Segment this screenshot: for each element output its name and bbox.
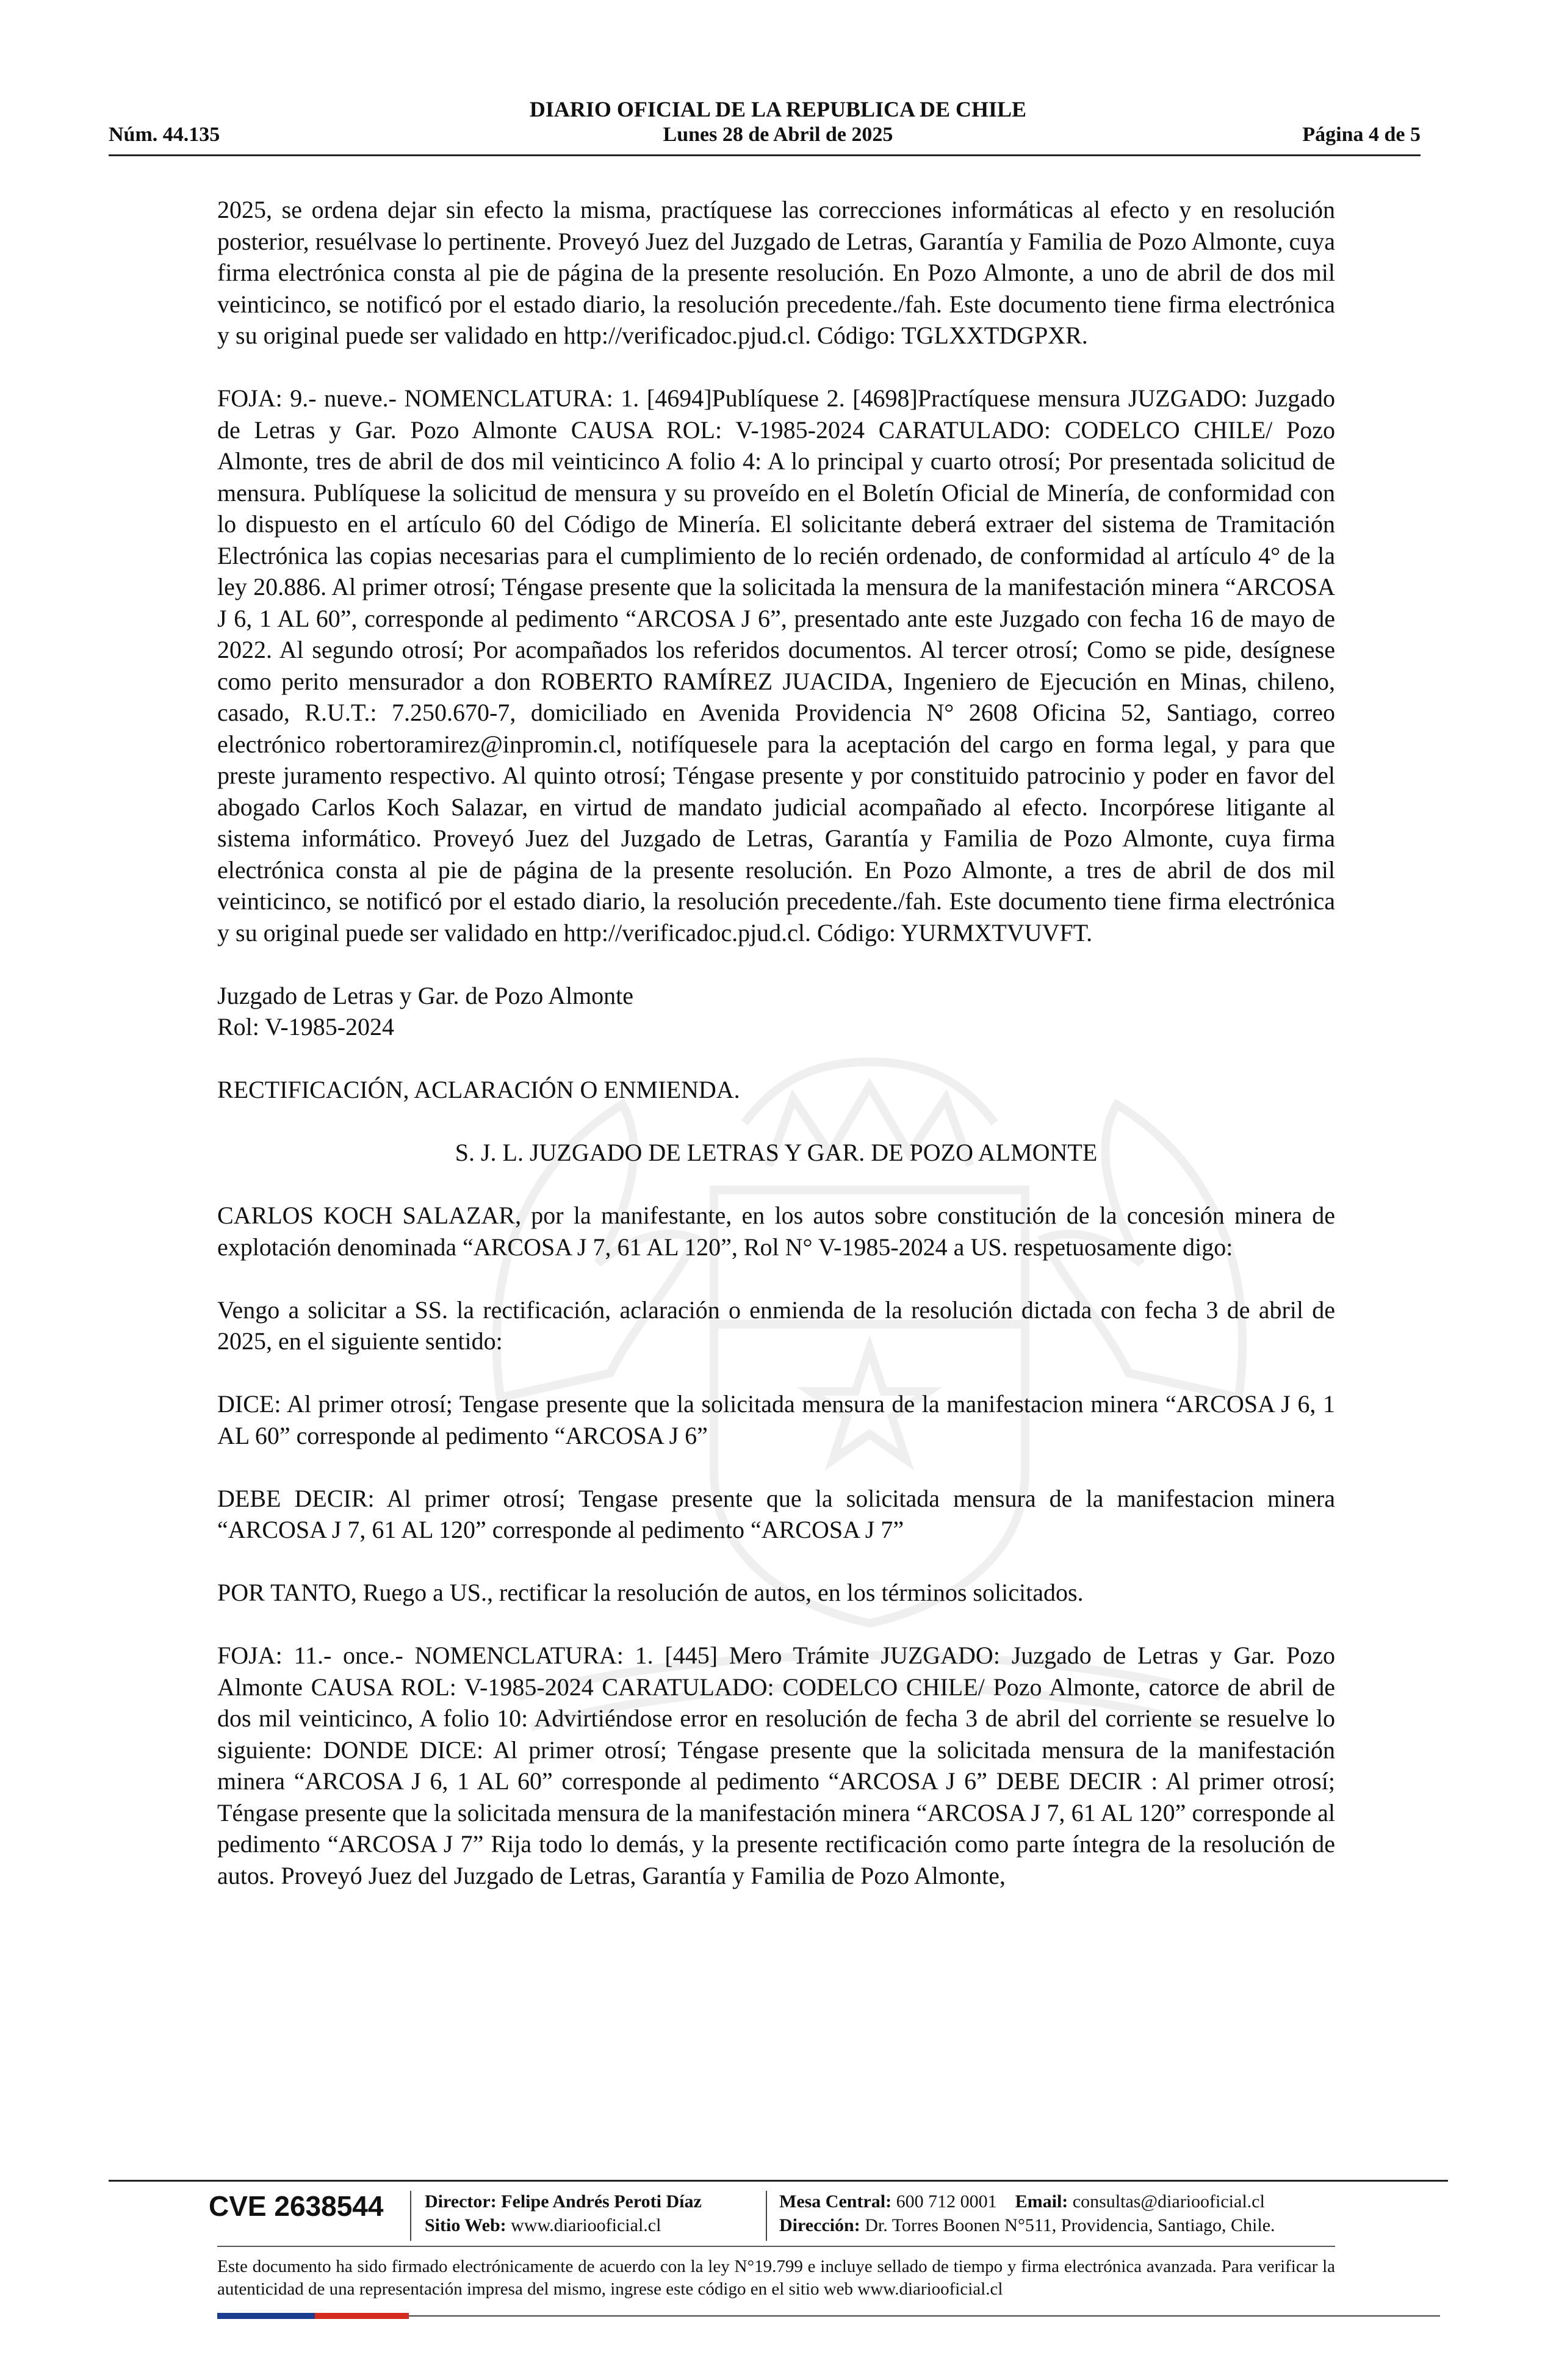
footer-contact-block [779, 2190, 1275, 2237]
director-name: Felipe Andrés Peroti Díaz [501, 2191, 702, 2212]
paragraph-debe-decir: DEBE DECIR: Al primer otrosí; Tengase presente que la solicitada mensura de la manifestacion minera “ARCOSA J 7, 61 AL 120” corresponde al pedimento “ARCOSA J 7” [217, 1484, 1335, 1543]
address-label: Dirección: [779, 2215, 860, 2235]
footer-separator [766, 2191, 767, 2241]
newspaper-title: DIARIO OFICIAL DE LA REPUBLICA DE CHILE [529, 97, 1027, 121]
paragraph-court [217, 980, 1335, 1043]
paragraph-petitioner: CARLOS KOCH SALAZAR, por la manifestante, en los autos sobre constitución de la concesión minera de explotación denominada “ARCOSA J 7, 61 AL 120”, Rol N° V-1985-2024 a US. respetuosamente digo: [217, 1202, 1335, 1261]
paragraph-foja-11: FOJA: 11.- once.- NOMENCLATURA: 1. [445] Mero Trámite JUZGADO: Juzgado de Letras y Gar. Pozo Almonte CAUSA ROL: V-1985-2024 CARATULADO: CODELCO CHILE/ Pozo Almonte, catorce de abril de dos mil veinticinco, A folio 10: Advirtiéndose error en resolución de fecha 3 de abril del corriente se resuelve lo siguiente: DONDE DICE: Al primer otrosí; Téngase presente que la solicitada mensura de la manifestación minera “ARCOSA J 6, 1 AL 60” corresponde al pedimento “ARCOSA J 6” DEBE DECIR : Al primer otrosí; Téngase presente que la solicitada mensura de la manifestación minera “ARCOSA J 7, 61 AL 120” corresponde al pedimento “ARCOSA J 7” Rija todo lo demás, y la presente rectificación como parte íntegra de la resolución de autos. Proveyó Juez del Juzgado de Letras, Garantía y Familia de Pozo Almonte, [217, 1642, 1335, 1889]
flag-stripe-blue [217, 2313, 315, 2319]
document-body [217, 194, 1335, 1891]
phone-number: 600 712 0001 [896, 2191, 997, 2212]
footer-separator [410, 2191, 411, 2241]
paragraph-previous-resolution: 2025, se ordena dejar sin efecto la misma, practíquese las correcciones informáticas al efecto y en resolución posterior, resuélvase lo pertinente. Proveyó Juez del Juzgado de Letras, Garantía y Familia de Pozo Almonte, cuya firma electrónica consta al pie de página de la presente resolución. En Pozo Almonte, a uno de abril de dos mil veinticinco, se notificó por el estado diario, la resolución precedente./fah. Este documento tiene firma electrónica y su original puede ser validado en http://verificadoc.pjud.cl. Código: TGLXXTDGPXR. [217, 196, 1335, 349]
paragraph-foja-9: FOJA: 9.- nueve.- NOMENCLATURA: 1. [4694]Publíquese 2. [4698]Practíquese mensura JUZGADO: Juzgado de Letras y Gar. Pozo Almonte CAUSA ROL: V-1985-2024 CARATULADO: CODELCO CHILE/ Pozo Almonte, tres de abril de dos mil veinticinco A folio 4: A lo principal y cuarto otrosí; Por presentada solicitud de mensura. Publíquese la solicitud de mensura y su proveído en el Boletín Oficial de Minería, de conformidad con lo dispuesto en el artículo 60 del Código de Minería. El solicitante deberá extraer del sistema de Tramitación Electrónica las copias necesarias para el cumplimiento de lo recién ordenado, de conformidad al artículo 4° de la ley 20.886. Al primer otrosí; Téngase presente que la solicitada la mensura de la manifestación minera “ARCOSA J 6, 1 AL 60”, corresponde al pedimento “ARCOSA J 6”, presentado ante este Juzgado con fecha 16 de mayo de 2022. Al segundo otrosí; Por acompañados los referidos documentos. Al tercer otrosí; Como se pide, desígnese como perito mensurador a don ROBERTO RAMÍREZ JUACIDA, Ingeniero de Ejecución en Minas, chileno, casado, R.U.T.: 7.250.670-7, domiciliado en Avenida Providencia N° 2608 Oficina 52, Santiago, correo electrónico robertoramirez@inpromin.cl, notifíquesele para la aceptación del cargo en forma legal, y para que preste juramento respectivo. Al quinto otrosí; Téngase presente y por constituido patrocinio y poder en favor del abogado Carlos Koch Salazar, en virtud de mandato judicial acompañado al efecto. Incorpórese litigante al sistema informático. Proveyó Juez del Juzgado de Letras, Garantía y Familia de Pozo Almonte, cuya firma electrónica consta al pie de página de la presente resolución. En Pozo Almonte, a tres de abril de dos mil veinticinco, se notificó por el estado diario, la resolución precedente./fah. Este documento tiene firma electrónica y su original puede ser validado en http://verificadoc.pjud.cl. Código: YURMXTVUVFT. [217, 384, 1335, 947]
case-rol: Rol: V-1985-2024 [217, 1013, 395, 1040]
issue-number: Núm. 44.135 [109, 123, 220, 146]
footer-director-block [425, 2190, 702, 2237]
flag-stripe-red [315, 2313, 409, 2319]
website-link[interactable]: www.diariooficial.cl [511, 2215, 661, 2235]
paragraph-request: Vengo a solicitar a SS. la rectificación, aclaración o enmienda de la resolución dictada con fecha 3 de abril de 2025, en el siguiente sentido: [217, 1296, 1335, 1355]
website-label: Sitio Web: [425, 2215, 506, 2235]
court-addressee: S. J. L. JUZGADO DE LETRAS Y GAR. DE POZO ALMONTE [455, 1139, 1098, 1166]
cve-code: CVE 2638544 [209, 2190, 384, 2222]
email-label: Email: [1015, 2191, 1068, 2212]
rectification-heading: RECTIFICACIÓN, ACLARACIÓN O ENMIENDA. [217, 1076, 740, 1103]
electronic-signature-note: Este documento ha sido firmado electrónicamente de acuerdo con la ley N°19.799 e incluye sellado de tiempo y firma electrónica avanzada. Para verificar la autenticidad de una representación impresa del mismo, ingrese este código en el sitio web www.diariooficial.cl [217, 2257, 1335, 2299]
court-name: Juzgado de Letras y Gar. de Pozo Almonte [217, 981, 634, 1009]
footer-divider [109, 2180, 1448, 2182]
email-link[interactable]: consultas@diariooficial.cl [1072, 2191, 1265, 2212]
issue-date: Lunes 28 de Abril de 2025 [663, 123, 893, 146]
footer-note-divider [217, 2246, 1335, 2247]
header-divider [109, 154, 1421, 156]
phone-label: Mesa Central: [779, 2191, 892, 2212]
paragraph-dice: DICE: Al primer otrosí; Tengase presente que la solicitada mensura de la manifestacion minera “ARCOSA J 6, 1 AL 60” corresponde al pedimento “ARCOSA J 6” [217, 1390, 1335, 1449]
paragraph-por-tanto: POR TANTO, Ruego a US., rectificar la resolución de autos, en los términos solicitados. [217, 1579, 1084, 1606]
page-indicator: Página 4 de 5 [1302, 123, 1421, 146]
bottom-divider [409, 2315, 1440, 2317]
address-value: Dr. Torres Boonen N°511, Providencia, Santiago, Chile. [865, 2215, 1275, 2235]
director-label: Director: [425, 2191, 497, 2212]
